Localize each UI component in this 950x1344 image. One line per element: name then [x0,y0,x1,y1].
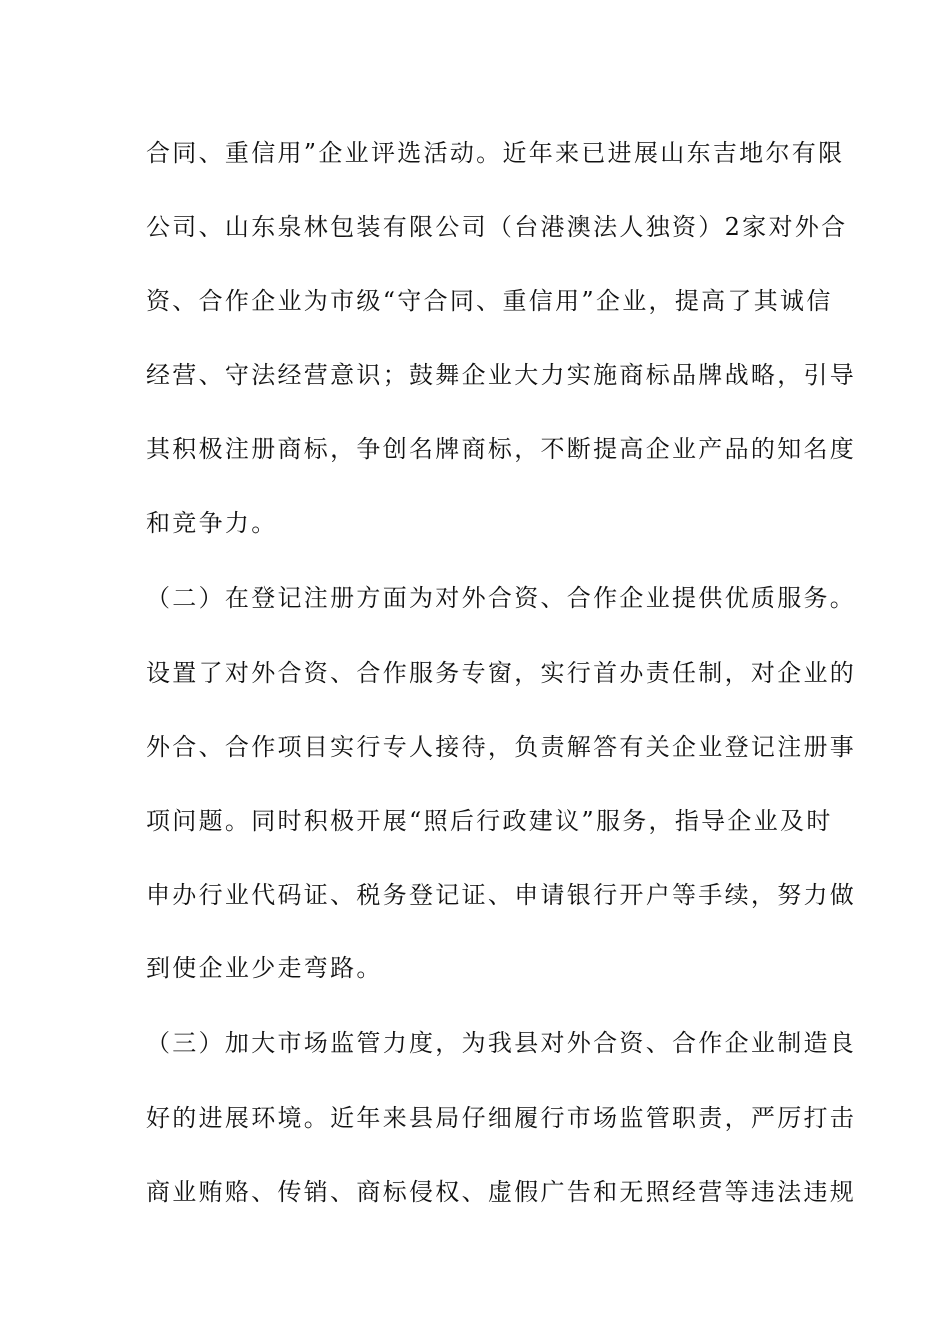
text-line: 外合、合作项目实行专人接待，负责解答有关企业登记注册事 [146,733,857,761]
text-line: 经营、守法经营意识；鼓舞企业大力实施商标品牌战略，引导 [146,361,857,389]
text-line: 商业贿赂、传销、商标侵权、虚假广告和无照经营等违法违规 [146,1178,857,1206]
text-line: 项问题。同时积极开展“照后行政建议”服务，指导企业及时 [146,807,833,835]
text-line: 申办行业代码证、税务登记证、申请银行开户等手续，努力做 [146,881,857,909]
text-line: 和竞争力。 [146,509,278,537]
text-line: 合同、重信用”企业评选活动。近年来已进展山东吉地尔有限 [146,139,845,167]
text-line: 到使企业少走弯路。 [146,954,383,982]
text-line: 公司、山东泉林包装有限公司（台港澳法人独资）2家对外合 [146,213,848,241]
text-line: 资、合作企业为市级“守合同、重信用”企业，提高了其诚信 [146,287,833,315]
text-line: 其积极注册商标，争创名牌商标，不断提高企业产品的知名度 [146,435,857,463]
text-line: 好的进展环境。近年来县局仔细履行市场监管职责，严厉打击 [146,1104,857,1132]
text-line: 设置了对外合资、合作服务专窗，实行首办责任制，对企业的 [146,659,857,687]
section-heading-line: （三）加大市场监管力度，为我县对外合资、合作企业制造良 [146,1029,857,1057]
section-heading-line: （二）在登记注册方面为对外合资、合作企业提供优质服务。 [146,584,857,612]
